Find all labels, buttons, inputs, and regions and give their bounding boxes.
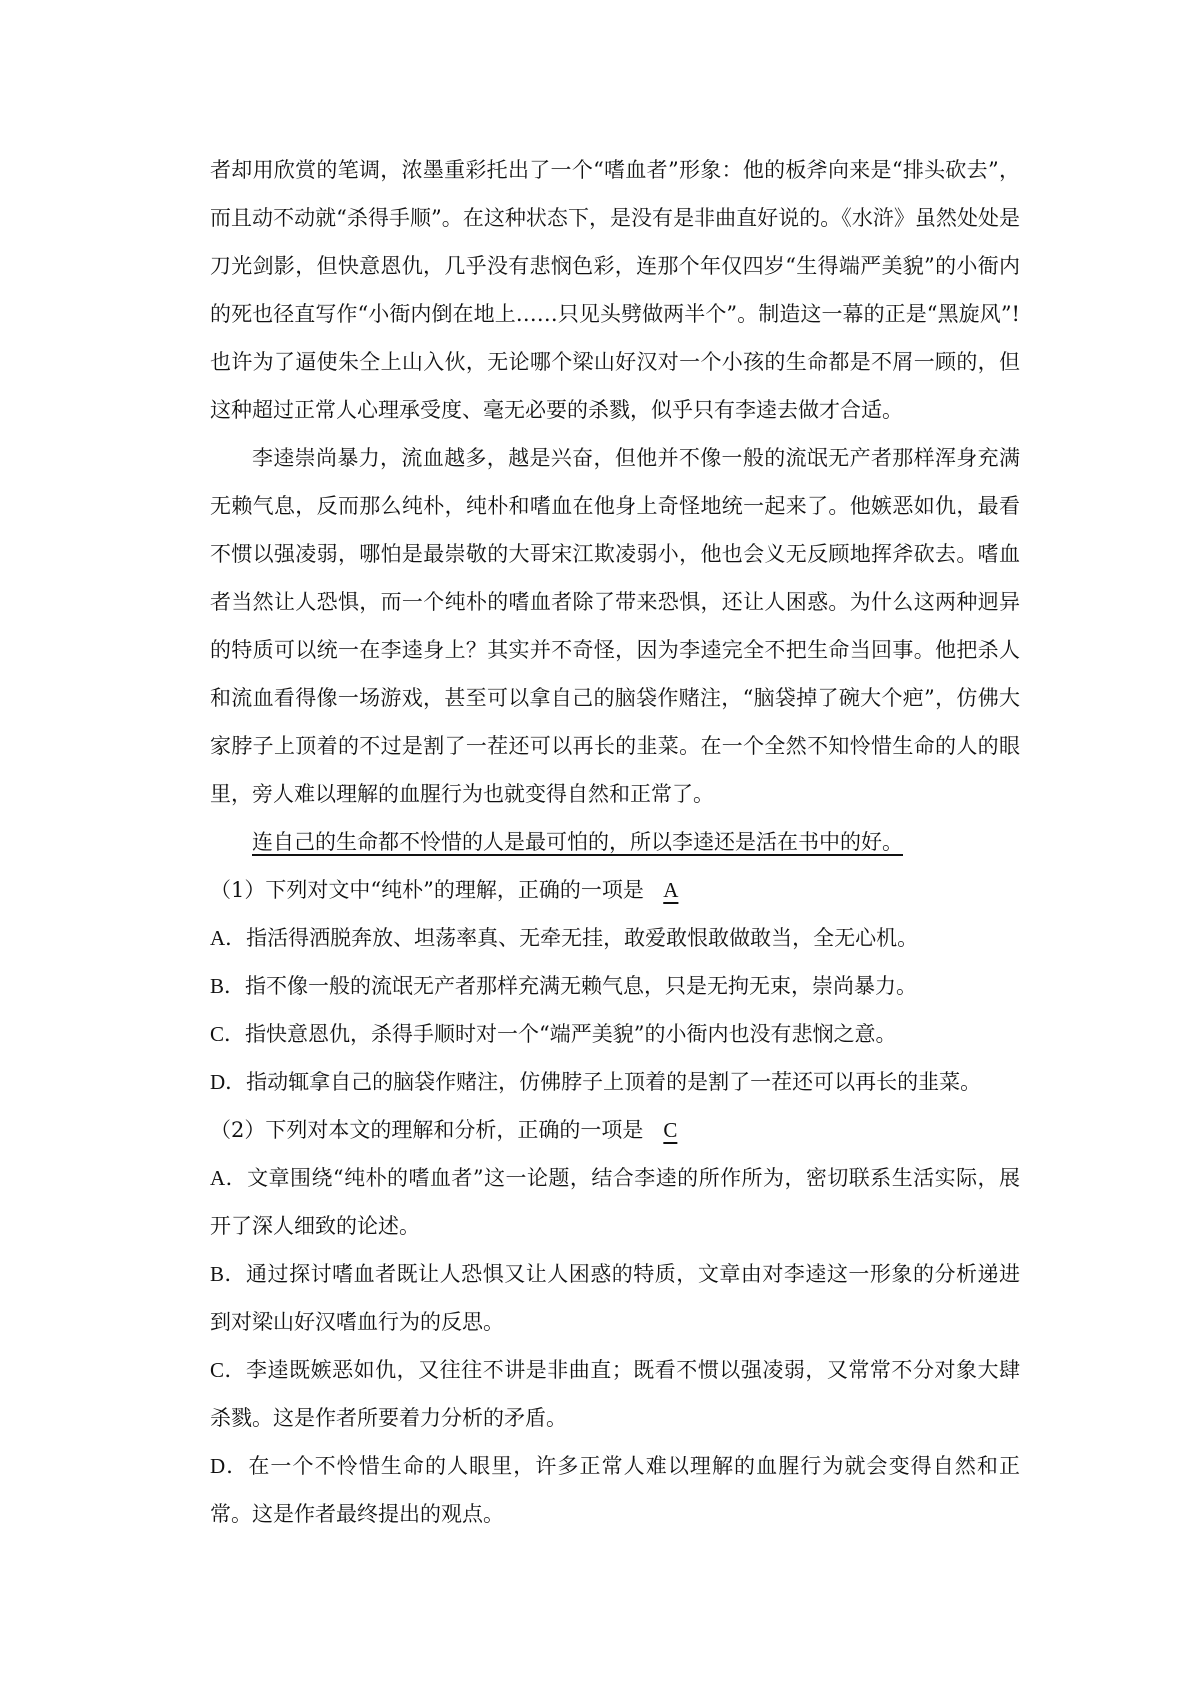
option-text: 指快意恩仇，杀得手顺时对一个“端严美貌”的小衙内也没有悲悯之意。 [245, 1022, 897, 1046]
question-1-option-a [210, 914, 1020, 962]
option-text: 指不像一般的流氓无产者那样充满无赖气息，只是无拘无束，崇尚暴力。 [245, 974, 918, 998]
option-letter: A． [210, 1166, 248, 1190]
question-2-text: （2）下列对本文的理解和分析，正确的一项是 [210, 1118, 644, 1142]
question-2-answer-blank: C [663, 1118, 678, 1142]
question-2-option-c [210, 1346, 1020, 1442]
passage-paragraph-2: 李逵崇尚暴力，流血越多，越是兴奋，但他并不像一般的流氓无产者那样浑身充满无赖气息，反而那么纯朴，纯朴和嗜血在他身上奇怪地统一起来了。他嫉恶如仇，最看不惯以强凌弱，哪怕是最崇敬的大哥宋江欺凌弱小，他也会义无反顾地挥斧砍去。嗜血者当然让人恐惧，而一个纯朴的嗜血者除了带来恐惧，还让人困惑。为什么这两种迥异的特质可以统一在李逵身上？其实并不奇怪，因为李逵完全不把生命当回事。他把杀人和流血看得像一场游戏，甚至可以拿自己的脑袋作赌注，“脑袋掉了碗大个疤”，仿佛大家脖子上顶着的不过是割了一茬还可以再长的韭菜。在一个全然不知怜惜生命的人的眼里，旁人难以理解的血腥行为也就变得自然和正常了。 [210, 446, 1020, 806]
question-2-option-b [210, 1250, 1020, 1346]
option-letter: B． [210, 974, 246, 998]
option-text: 指动辄拿自己的脑袋作赌注，仿佛脖子上顶着的是割了一茬还可以再长的韭菜。 [246, 1070, 982, 1094]
question-1-option-c [210, 1010, 1020, 1058]
passage-conclusion [210, 818, 1020, 866]
option-letter: D． [210, 1070, 247, 1094]
question-1-option-b [210, 962, 1020, 1010]
option-text: 在一个不怜惜生命的人眼里，许多正常人难以理解的血腥行为就会变得自然和正常。这是作者最终提出的观点。 [210, 1454, 1020, 1526]
question-1-text: （1）下列对文中“纯朴”的理解，正确的一项是 [210, 878, 644, 902]
underlined-thesis-sentence: 连自己的生命都不怜惜的人是最可怕的，所以李逵还是活在书中的好。 [252, 830, 903, 854]
option-text: 指活得洒脱奔放、坦荡率真、无牵无挂，敢爱敢恨敢做敢当，全无心机。 [246, 926, 919, 950]
option-letter: B． [210, 1262, 247, 1286]
question-1-option-d [210, 1058, 1020, 1106]
option-letter: D． [210, 1454, 249, 1478]
question-1-answer-blank: A [663, 878, 679, 902]
option-text: 通过探讨嗜血者既让人恐惧又让人困惑的特质，文章由对李逵这一形象的分析递进到对梁山好汉嗜血行为的反思。 [210, 1262, 1021, 1334]
option-letter: A． [210, 926, 247, 950]
question-2-option-d [210, 1442, 1020, 1538]
option-text: 李逵既嫉恶如仇，又往往不讲是非曲直；既看不惯以强凌弱，又常常不分对象大肆杀戮。这是作者所要着力分析的矛盾。 [210, 1358, 1021, 1430]
option-letter: C． [210, 1358, 247, 1382]
question-1-stem [210, 866, 1020, 914]
option-letter: C． [210, 1022, 246, 1046]
question-2-stem [210, 1106, 1020, 1154]
question-2-option-a [210, 1154, 1020, 1250]
passage-paragraph-1: 者却用欣赏的笔调，浓墨重彩托出了一个“嗜血者”形象：他的板斧向来是“排头砍去”，而且动不动就“杀得手顺”。在这种状态下，是没有是非曲直好说的。《水浒》虽然处处是刀光剑影，但快意恩仇，几乎没有悲悯色彩，连那个年仅四岁“生得端严美貌”的小衙内的死也径直写作“小衙内倒在地上……只见头劈做两半个”。制造这一幕的正是“黑旋风”!也许为了逼使朱仝上山入伙，无论哪个梁山好汉对一个小孩的生命都是不屑一顾的，但这种超过正常人心理承受度、毫无必要的杀戮，似乎只有李逵去做才合适。 [210, 158, 1020, 422]
option-text: 文章围绕“纯朴的嗜血者”这一论题，结合李逵的所作所为，密切联系生活实际，展开了深人细致的论述。 [210, 1166, 1021, 1238]
